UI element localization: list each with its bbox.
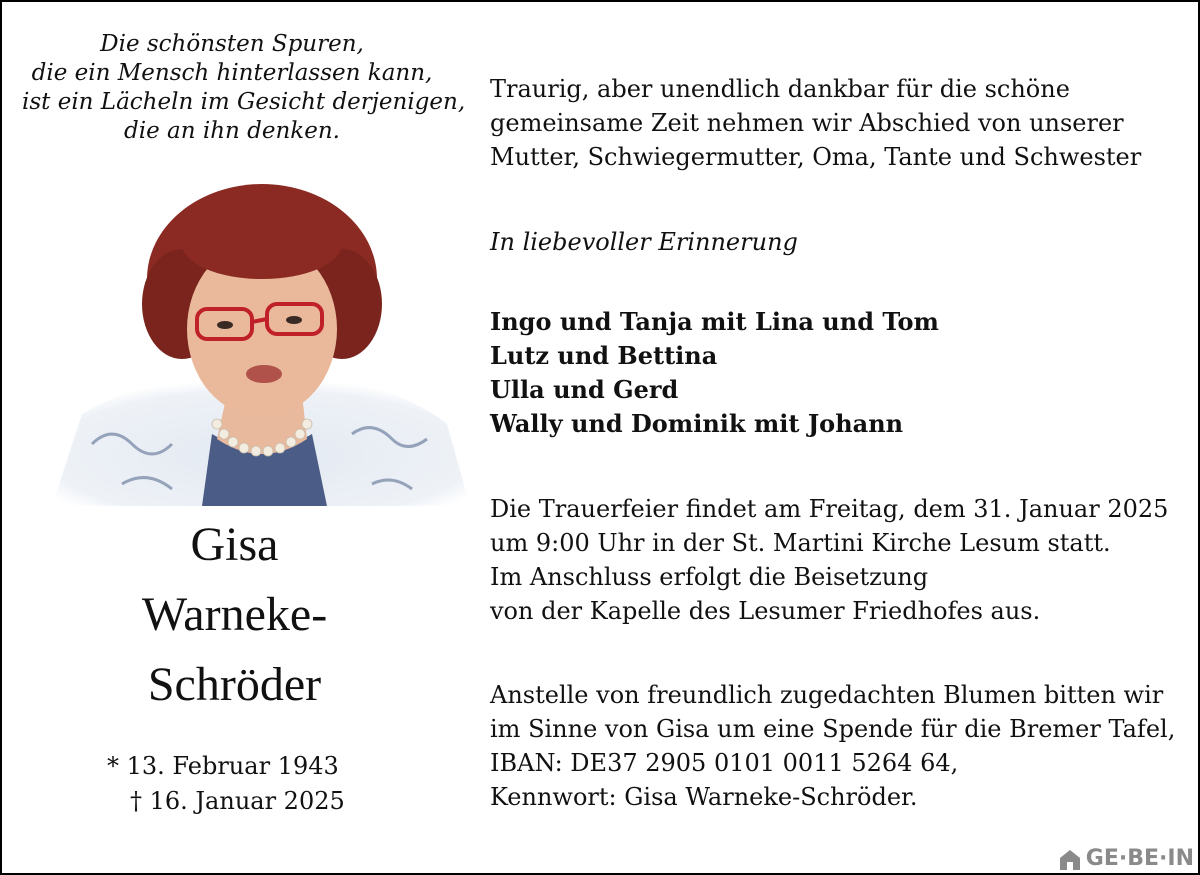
family-member: Lutz und Bettina (490, 341, 718, 370)
motto-line: die ein Mensch hinterlassen kann, (31, 60, 433, 86)
family-member: Ulla und Gerd (490, 375, 679, 404)
donation-line: im Sinne von Gisa um eine Spende für die Bremer Tafel, (490, 715, 1176, 743)
donation-info (490, 678, 1175, 814)
ceremony-line: Im Anschluss erfolgt die Beisetzung (490, 563, 929, 591)
family-list (490, 305, 939, 441)
deceased-surname-part: Warneke- (141, 588, 328, 641)
motto-quote (22, 30, 466, 146)
intro-text (490, 72, 1141, 174)
donation-line: Kennwort: Gisa Warneke-Schröder. (490, 783, 918, 811)
family-member: Ingo und Tanja mit Lina und Tom (490, 307, 939, 336)
publisher-logo (1058, 846, 1194, 871)
ceremony-line: Die Trauerfeier findet am Freitag, dem 31. Januar 2025 (490, 495, 1169, 523)
donation-line: Anstelle von freundlich zugedachten Blumen bitten wir (490, 681, 1164, 709)
portrait-photo (52, 184, 470, 506)
ceremony-info (490, 492, 1168, 628)
motto-line: ist ein Lächeln im Gesicht derjenigen, (22, 89, 466, 115)
memory-line: In liebevoller Erinnerung (490, 228, 798, 256)
motto-line: Die schönsten Spuren, (100, 31, 364, 57)
donation-line: IBAN: DE37 2905 0101 0011 5264 64, (490, 749, 959, 777)
birth-date: * 13. Februar 1943 (107, 752, 339, 780)
church-icon (1058, 848, 1082, 870)
intro-line: gemeinsame Zeit nehmen wir Abschied von unserer (490, 109, 1124, 137)
family-member: Wally und Dominik mit Johann (490, 409, 904, 438)
ceremony-line: um 9:00 Uhr in der St. Martini Kirche Lesum statt. (490, 529, 1111, 557)
deceased-first-name: Gisa (190, 518, 279, 571)
intro-line: Mutter, Schwiegermutter, Oma, Tante und Schwester (490, 143, 1142, 171)
motto-line: die an ihn denken. (124, 118, 340, 144)
logo-text: GE·BE·IN (1085, 846, 1194, 871)
ceremony-line: von der Kapelle des Lesumer Friedhofes aus. (490, 597, 1041, 625)
deceased-surname-part: Schröder (147, 658, 322, 711)
death-date: † 16. Januar 2025 (130, 787, 345, 815)
intro-line: Traurig, aber unendlich dankbar für die schöne (490, 75, 1070, 103)
